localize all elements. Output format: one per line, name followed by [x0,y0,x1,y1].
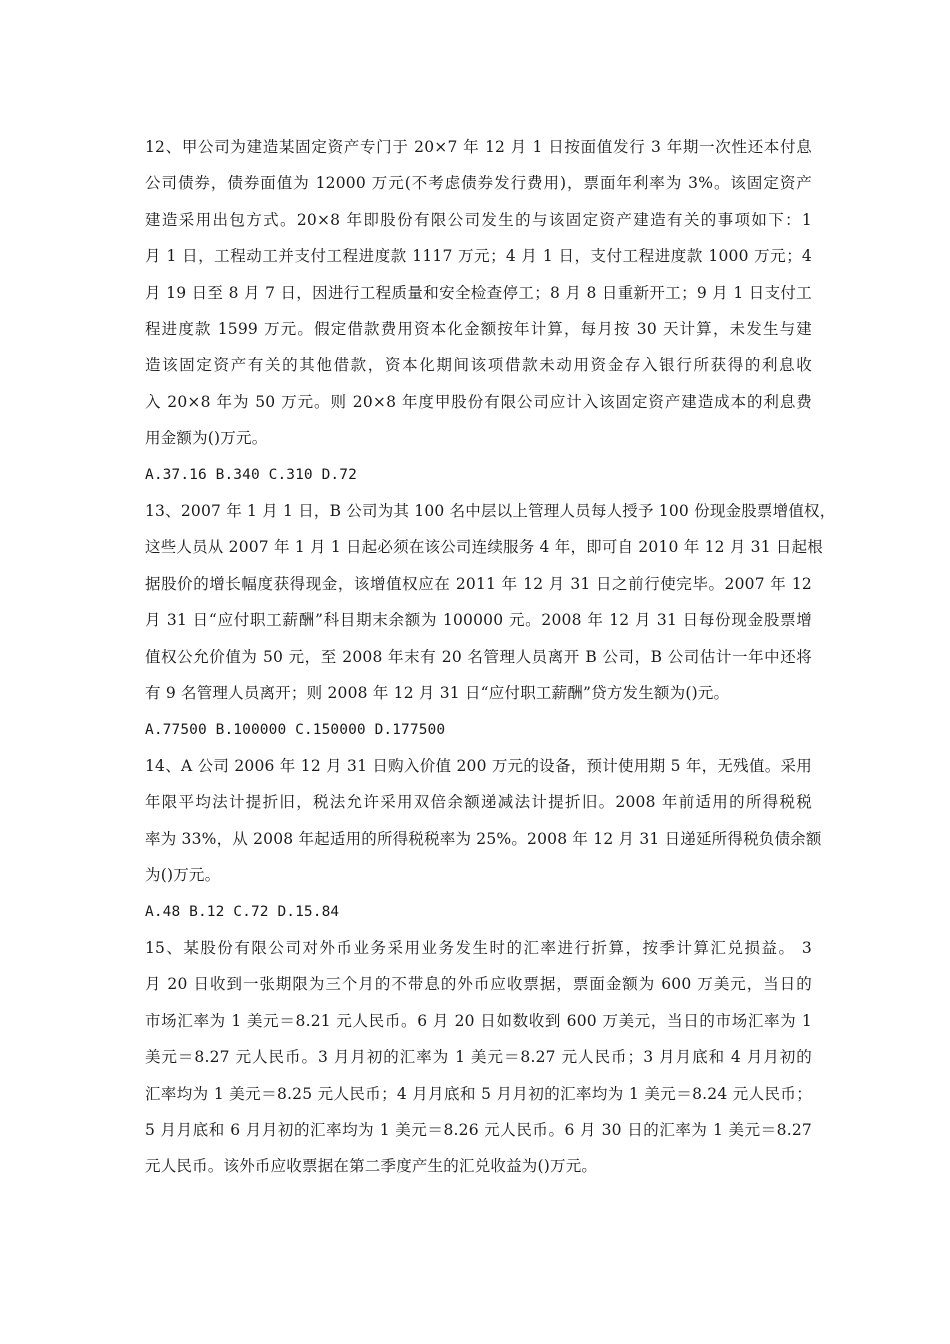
question-stem [145,493,836,711]
text-line: 造该固定资产有关的其他借款，资本化期间该项借款未动用资金存入银行所获得的利息收 [145,356,812,375]
answer-options: A.37.16 B.340 C.310 D.72 [145,466,357,483]
text-line: 元人民币。该外币应收票据在第二季度产生的汇兑收益为()万元。 [145,1157,598,1176]
document-content [145,129,836,1185]
text-line: 美元＝8.27 元人民币。3 月月初的汇率为 1 美元＝8.27 元人民币；3 月月底和 4 月月初的 [145,1048,812,1067]
text-line: 值权公允价值为 50 元，至 2008 年末有 20 名管理人员离开 B 公司，B 公司估计一年中还将 [145,647,812,666]
question-15 [145,930,812,1185]
text-line: 用金额为()万元。 [145,429,268,448]
text-line: 13、2007 年 1 月 1 日，B 公司为其 100 名中层以上管理人员每人授予 100 份现金股票增值权， [145,502,836,521]
text-line: 公司债券，债券面值为 12000 万元(不考虑债券发行费用)，票面年利率为 3%。该固定资产 [145,174,812,193]
text-line: 15、某股份有限公司对外币业务采用业务发生时的汇率进行折算，按季计算汇兑损益。 3 [145,938,812,957]
text-line: 程进度款 1599 万元。假定借款费用资本化金额按年计算，每月按 30 天计算，未发生与建 [145,320,812,339]
text-line: 市场汇率为 1 美元＝8.21 元人民币。6 月 20 日如数收到 600 万美元，当日的市场汇率为 1 [145,1011,812,1030]
answer-options: A.77500 B.100000 C.150000 D.177500 [145,721,446,738]
question-stem [145,748,822,894]
question-stem [145,129,812,457]
answer-options: A.48 B.12 C.72 D.15.84 [145,903,340,920]
text-line: 有 9 名管理人员离开；则 2008 年 12 月 31 日“应付职工薪酬”贷方发生额为()元。 [145,684,730,703]
text-line: 年限平均法计提折旧，税法允许采用双倍余额递减法计提折旧。2008 年前适用的所得税税 [145,793,812,812]
question-13 [145,493,836,748]
text-line: 汇率均为 1 美元＝8.25 元人民币；4 月月底和 5 月月初的汇率均为 1 美元＝8.24 元人民币； [145,1084,812,1103]
text-line: 月 19 日至 8 月 7 日，因进行工程质量和安全检查停工；8 月 8 日重新开工；9 月 1 日支付工 [145,283,812,302]
text-line: 月 20 日收到一张期限为三个月的不带息的外币应收票据，票面金额为 600 万美元，当日的 [145,975,812,994]
text-line: 据股价的增长幅度获得现金，该增值权应在 2011 年 12 月 31 日之前行使完毕。2007 年 12 [145,574,812,593]
text-line: 14、A 公司 2006 年 12 月 31 日购入价值 200 万元的设备，预计使用期 5 年，无残值。采用 [145,756,812,775]
text-line: 月 1 日，工程动工并支付工程进度款 1117 万元；4 月 1 日，支付工程进度款 1000 万元；4 [145,247,812,266]
text-line: 12、甲公司为建造某固定资产专门于 20×7 年 12 月 1 日按面值发行 3 年期一次性还本付息 [145,138,812,156]
text-line: 为()万元。 [145,866,221,885]
text-line: 月 31 日“应付职工薪酬”科目期末余额为 100000 元。2008 年 12 月 31 日每份现金股票增 [145,611,812,630]
text-line: 5 月月底和 6 月月初的汇率均为 1 美元＝8.26 元人民币。6 月 30 日的汇率为 1 美元＝8.27 [145,1120,812,1139]
question-stem [145,930,812,1185]
text-line: 建造采用出包方式。20×8 年即股份有限公司发生的与该固定资产建造有关的事项如下：1 [145,210,812,229]
question-12 [145,129,812,493]
question-14 [145,748,822,930]
text-line: 这些人员从 2007 年 1 月 1 日起必须在该公司连续服务 4 年，即可自 2010 年 12 月 31 日起根 [145,538,824,557]
text-line: 率为 33%，从 2008 年起适用的所得税税率为 25%。2008 年 12 月 31 日递延所得税负债余额 [145,829,822,848]
text-line: 入 20×8 年为 50 万元。则 20×8 年度甲股份有限公司应计入该固定资产建造成本的利息费 [145,392,812,411]
